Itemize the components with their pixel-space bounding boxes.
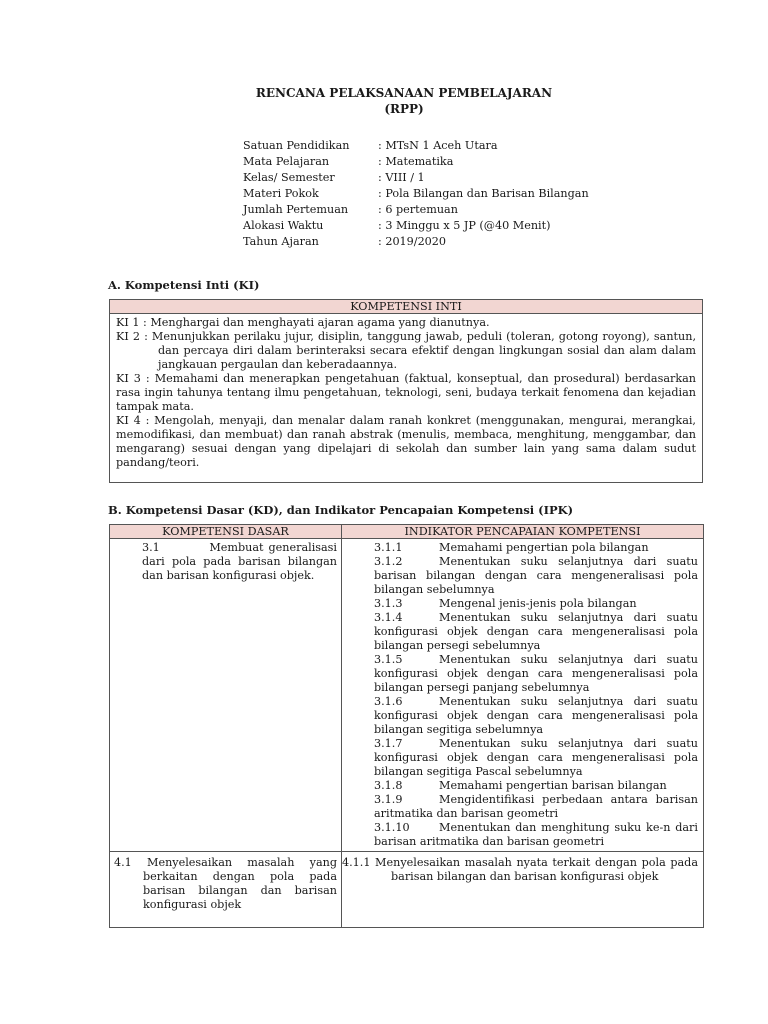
ki-table-header: KOMPETENSI INTI xyxy=(110,300,703,314)
ipk-number: 3.1.2 xyxy=(374,555,403,568)
ipk-text: 4.1.1 Menyelesaikan masalah nyata terkait dengan pola pada barisan bilangan dan barisan konfigurasi objek xyxy=(342,856,698,883)
ipk-text: Memahami pengertian barisan bilangan xyxy=(439,779,667,792)
document-title: RENCANA PELAKSANAAN PEMBELAJARAN xyxy=(255,86,553,100)
section-a-title: A. Kompetensi Inti (KI) xyxy=(108,278,260,292)
kd-cell xyxy=(110,852,342,928)
ipk-number: 3.1.7 xyxy=(374,737,403,750)
ipk-number: 3.1.1 xyxy=(374,541,403,554)
identity-value: : MTsN 1 Aceh Utara xyxy=(378,139,498,152)
ipk-item xyxy=(374,597,698,611)
identity-value: : 3 Minggu x 5 JP (@40 Menit) xyxy=(378,219,551,232)
identity-value: : Pola Bilangan dan Barisan Bilangan xyxy=(378,187,589,200)
ki-table xyxy=(109,299,703,483)
identity-key: Alokasi Waktu xyxy=(243,219,324,232)
ipk-number: 3.1.4 xyxy=(374,611,403,624)
ipk-text: Menentukan dan menghitung suku ke-n dari barisan aritmatika dan barisan geometri xyxy=(374,821,698,848)
ipk-item xyxy=(374,541,698,555)
ipk-text: Menentukan suku selanjutnya dari suatu konfigurasi objek dengan cara mengeneralisasi pola bilangan segitiga Pascal sebelumnya xyxy=(374,737,698,778)
kd-ipk-table xyxy=(109,524,704,928)
identity-value: : 2019/2020 xyxy=(378,235,447,248)
identity-value: : VIII / 1 xyxy=(378,171,425,184)
kd-column-header: KOMPETENSI DASAR xyxy=(110,525,342,539)
ipk-cell xyxy=(342,539,704,852)
ki-item: KI 2 : Menunjukkan perilaku jujur, disiplin, tanggung jawab, peduli (toleran, gotong royong), santun, dan percaya diri dalam berinteraksi secara efektif dengan lingkungan sosial dan alam dalam jangkauan pergaulan dan keberadaannya. xyxy=(116,330,696,371)
identity-key: Jumlah Pertemuan xyxy=(243,203,349,216)
ipk-item xyxy=(374,793,698,821)
ipk-text: Menentukan suku selanjutnya dari suatu konfigurasi objek dengan cara mengeneralisasi pola bilangan segitiga sebelumnya xyxy=(374,695,698,736)
ipk-number: 3.1.10 xyxy=(374,821,410,834)
ipk-text: Mengidentifikasi perbedaan antara barisan aritmatika dan barisan geometri xyxy=(374,793,698,820)
identity-key: Mata Pelajaran xyxy=(243,155,330,168)
kd-cell xyxy=(110,539,342,852)
section-b-title: B. Kompetensi Dasar (KD), dan Indikator Pencapaian Kompetensi (IPK) xyxy=(108,503,574,517)
ipk-item xyxy=(374,555,698,597)
identity-key: Tahun Ajaran xyxy=(243,235,319,248)
ki-item: KI 4 : Mengolah, menyaji, dan menalar dalam ranah konkret (menggunakan, mengurai, merangkai, memodifikasi, dan membuat) dan ranah abstrak (menulis, membaca, menghitung, menggambar, dan mengarang) sesuai dengan yang dipelajari di sekolah dan sumber lain yang sama dalam sudut pandang/teori. xyxy=(116,414,696,469)
identity-key: Materi Pokok xyxy=(243,187,319,200)
ipk-number: 3.1.3 xyxy=(374,597,403,610)
ipk-item xyxy=(374,821,698,849)
ki-item: KI 1 : Menghargai dan menghayati ajaran agama yang dianutnya. xyxy=(116,316,490,329)
kd-text: 4.1 Menyelesaikan masalah yang berkaitan dengan pola pada barisan bilangan dan barisan konfigurasi objek xyxy=(114,856,337,911)
ipk-number: 3.1.5 xyxy=(374,653,403,666)
document-subtitle: (RPP) xyxy=(384,102,424,116)
ipk-cell xyxy=(342,852,704,928)
ipk-item xyxy=(374,737,698,779)
ipk-item xyxy=(374,611,698,653)
identity-key: Kelas/ Semester xyxy=(243,171,335,184)
ipk-number: 3.1.6 xyxy=(374,695,403,708)
ipk-text: Menentukan suku selanjutnya dari suatu konfigurasi objek dengan cara mengeneralisasi pola bilangan persegi panjang sebelumnya xyxy=(374,653,698,694)
ki-item: KI 3 : Memahami dan menerapkan pengetahuan (faktual, konseptual, dan prosedural) berdasarkan rasa ingin tahunya tentang ilmu pengetahuan, teknologi, seni, budaya terkait fenomena dan kejadian tampak mata. xyxy=(116,372,696,413)
ki-table-body xyxy=(110,314,703,483)
ipk-text: Mengenal jenis-jenis pola bilangan xyxy=(439,597,637,610)
ipk-number: 3.1.8 xyxy=(374,779,403,792)
ipk-item xyxy=(374,695,698,737)
identity-key: Satuan Pendidikan xyxy=(243,139,350,152)
identity-value: : 6 pertemuan xyxy=(378,203,458,216)
kd-text: 3.1 Membuat generalisasi dari pola pada barisan bilangan dan barisan konfigurasi objek. xyxy=(142,541,341,582)
ipk-text: Menentukan suku selanjutnya dari suatu barisan bilangan dengan cara mengeneralisasi pola bilangan sebelumnya xyxy=(374,555,698,596)
ipk-item xyxy=(374,653,698,695)
ipk-text: Memahami pengertian pola bilangan xyxy=(439,541,649,554)
ipk-column-header: INDIKATOR PENCAPAIAN KOMPETENSI xyxy=(342,525,704,539)
ipk-list xyxy=(342,539,703,849)
ipk-number: 3.1.9 xyxy=(374,793,403,806)
ipk-item xyxy=(374,779,698,793)
ipk-text: Menentukan suku selanjutnya dari suatu konfigurasi objek dengan cara mengeneralisasi pola bilangan persegi sebelumnya xyxy=(374,611,698,652)
identity-value: : Matematika xyxy=(378,155,454,168)
